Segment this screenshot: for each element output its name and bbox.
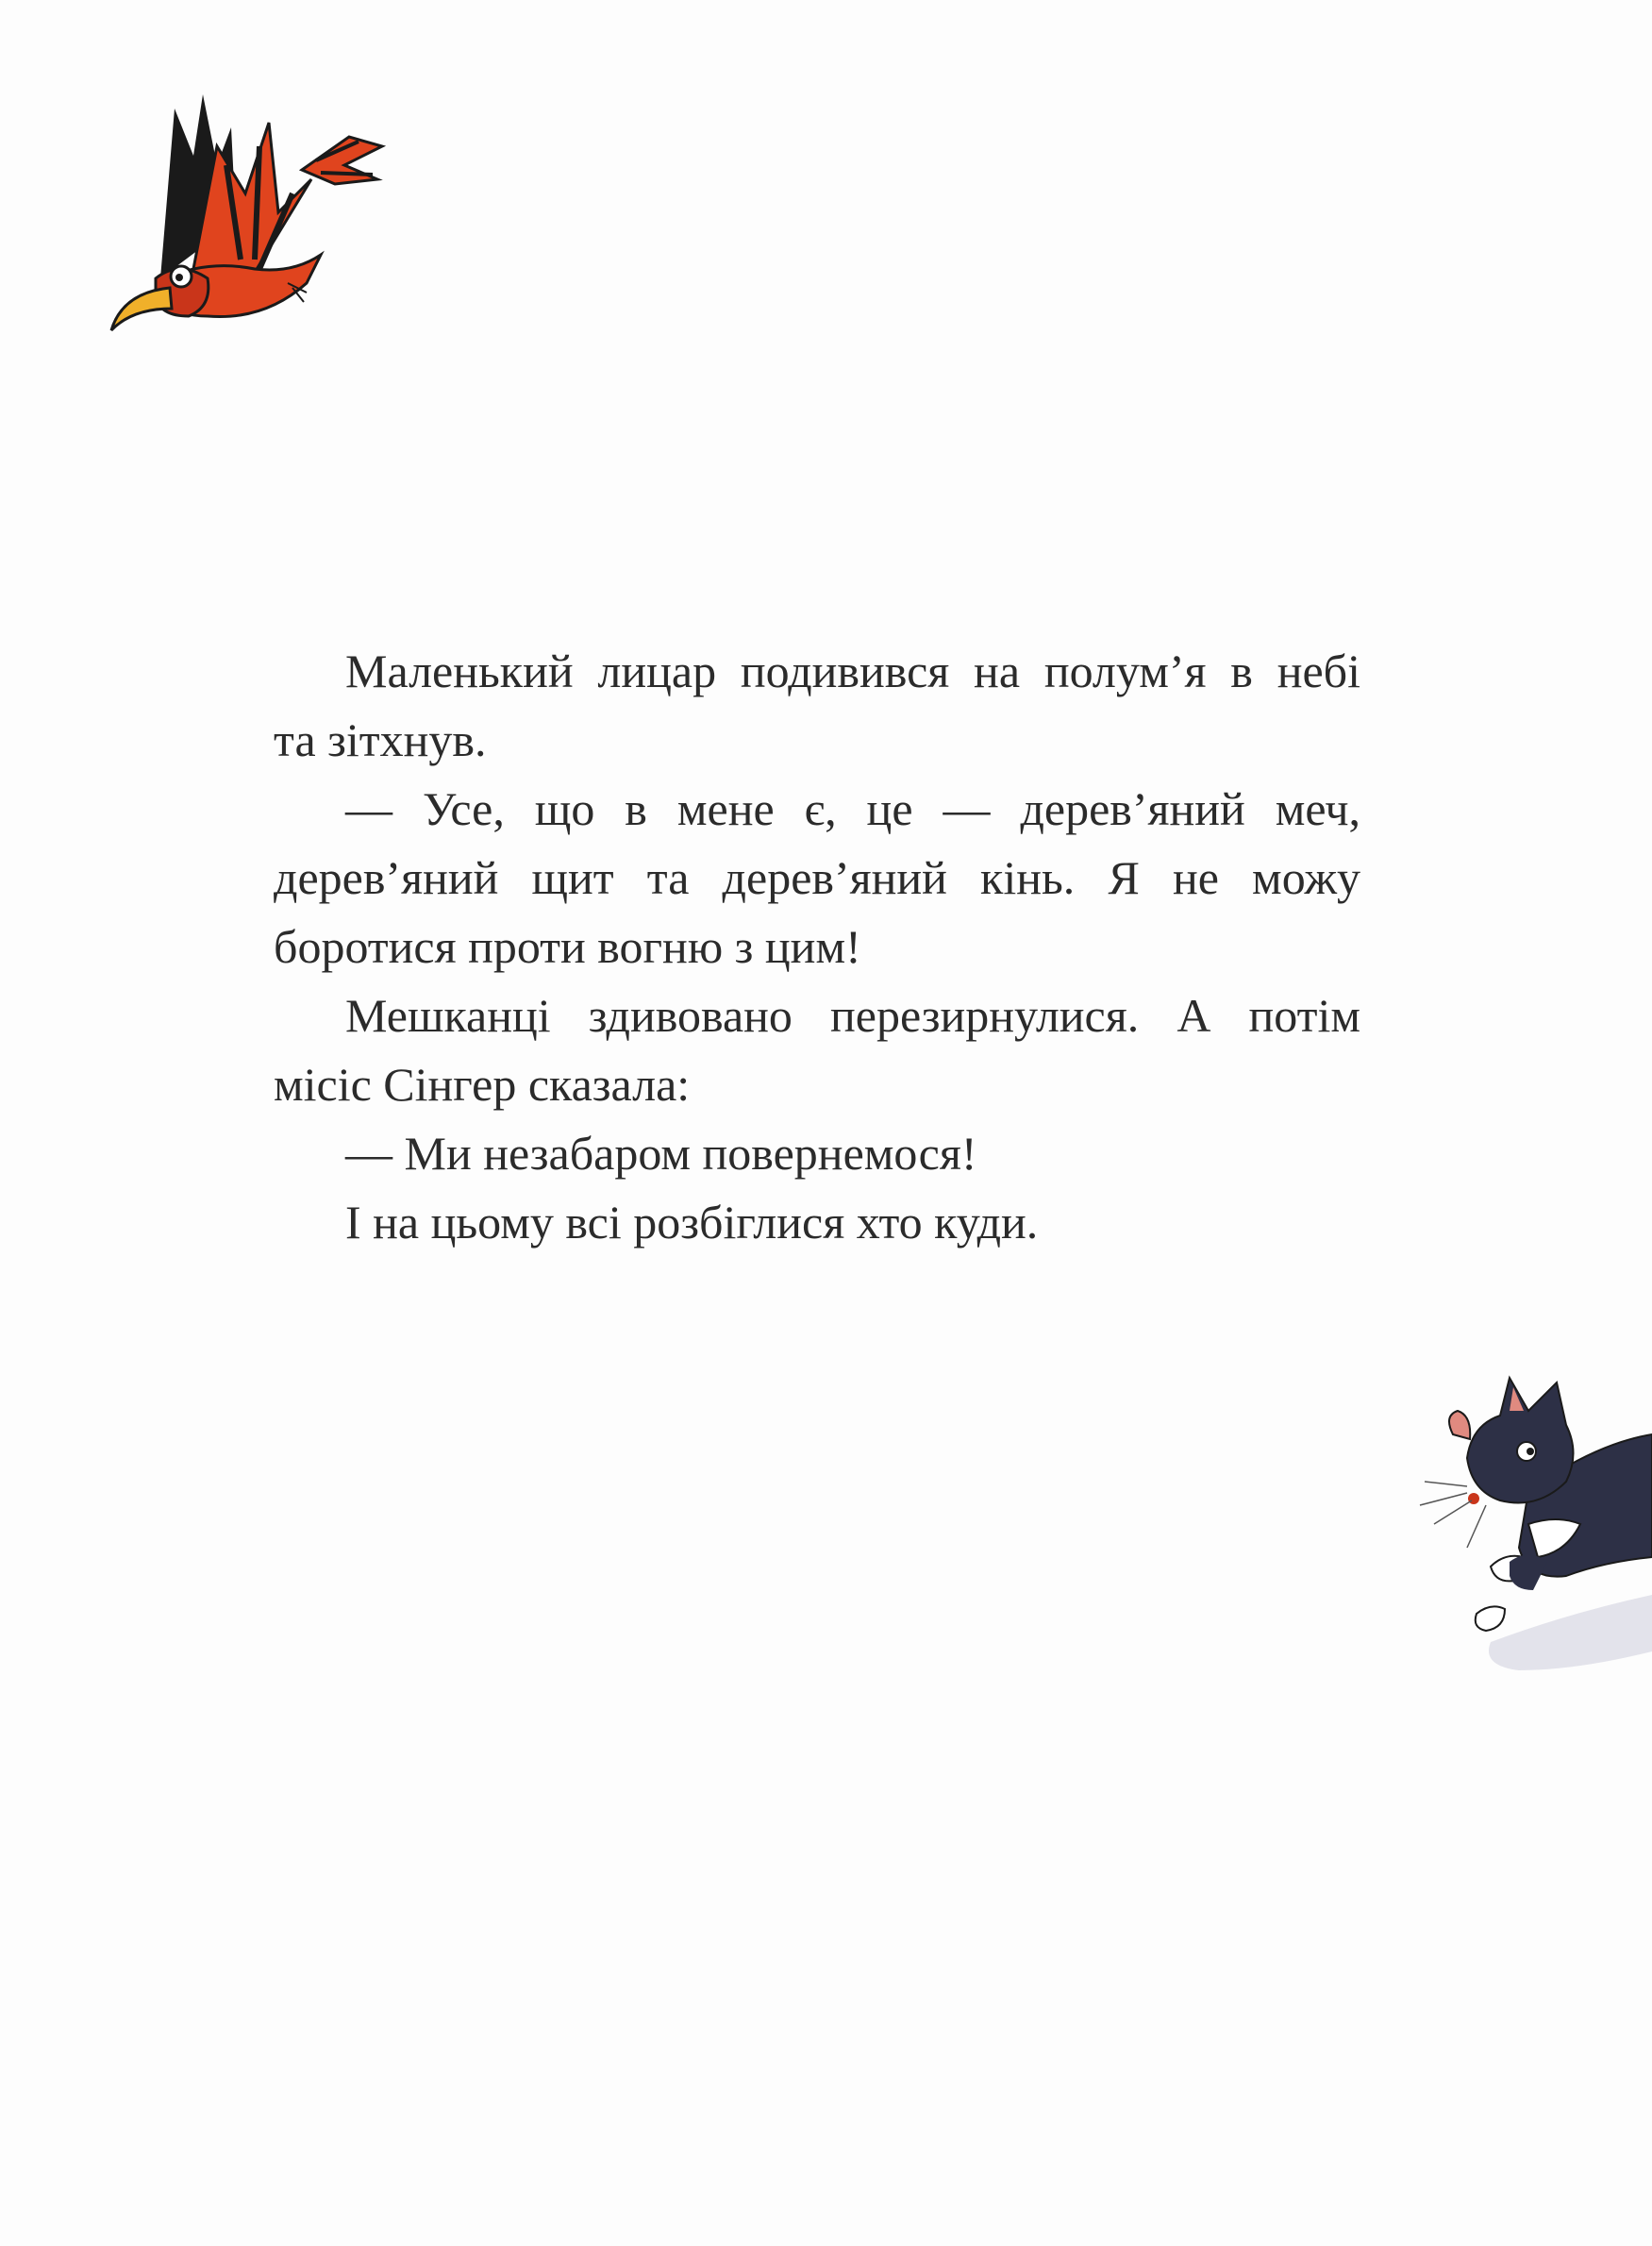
text-line: Мешканці здивовано перезирнулися. А потім <box>345 989 1360 1042</box>
story-text <box>274 637 1360 1257</box>
paragraph-3 <box>274 981 1360 1119</box>
text-line: — Ми незабаром повернемося! <box>345 1127 977 1180</box>
cat-shadow <box>1489 1595 1652 1670</box>
paragraph-2 <box>274 775 1360 981</box>
text-line: І на цьому всі розбіглися хто куди. <box>345 1196 1039 1249</box>
cat-ear <box>1449 1411 1470 1439</box>
text-line: боротися проти вогню з цим! <box>274 920 861 973</box>
text-line: та зітхнув. <box>274 713 487 766</box>
paragraph-4 <box>274 1119 1360 1188</box>
paragraph-1 <box>274 637 1360 775</box>
paragraph-5 <box>274 1188 1360 1257</box>
cat-illustration <box>1415 1359 1652 1736</box>
text-line: дерев’яний щит та дерев’яний кінь. Я не можу <box>274 851 1360 904</box>
bird-beak <box>111 288 172 330</box>
text-line: Маленький лицар подивився на полум’я в небі <box>345 645 1360 697</box>
bird-illustration <box>104 90 387 344</box>
cat-head <box>1467 1378 1574 1503</box>
text-line: місіс Сінгер сказала: <box>274 1058 691 1111</box>
text-line: — Усе, що в мене є, це — дерев’яний меч, <box>345 782 1360 835</box>
bird-tail <box>302 137 382 184</box>
